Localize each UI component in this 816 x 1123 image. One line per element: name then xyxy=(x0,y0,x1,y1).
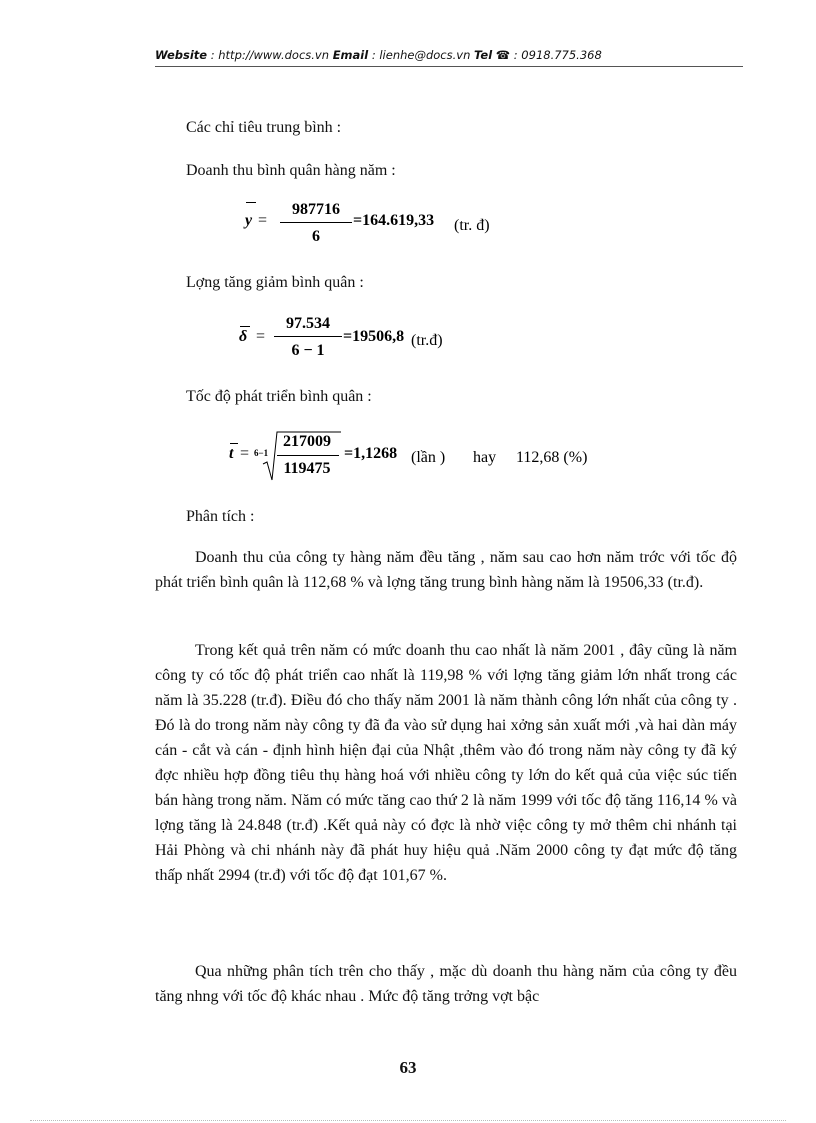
formula-denominator: 6 xyxy=(312,228,320,245)
formula-denominator: 119475 xyxy=(283,460,331,477)
formula-result: =164.619,33 xyxy=(353,212,435,229)
equals-sign: = xyxy=(258,212,268,229)
mean-bar xyxy=(246,202,256,203)
delta-average-label: Lợng tăng giảm bình quân : xyxy=(186,274,364,291)
page-number: 63 xyxy=(399,1058,417,1077)
email-value: : lienhe@docs.vn xyxy=(368,48,475,62)
paragraph-2: Trong kết quả trên năm có mức doanh thu cao nhất là năm 2001 , đây cũng là năm công ty có tốc độ phát triển cao nhất là 119,98 % với lợng tăng giảm lớn nhất trong các năm là 35.228 (tr.đ). Điều đó cho thấy năm 2001 là năm thành công lớn nhất của công ty . Đó là do trong năm này công ty đã đa vào sử dụng hai xởng sản xuất mới ,và hai dàn máy cán - cắt và cán - định hình hiện đại của Nhật ,thêm vào đó trong năm này công ty đã ký đợc nhiều hợp đồng tiêu thụ hàng hoá với nhiều công ty lớn do kết quả của việc súc tiến bán hàng trong năm. Năm có mức tăng cao thứ 2 là năm 1999 với tốc độ tăng 116,14 % và lợng tăng là 24.848 (tr.đ) .Kết quả này có đợc là nhờ việc công ty mở thêm chi nhánh tại Hải Phòng và chi nhánh này đã phát huy hiệu quả .Năm 2000 công ty đạt mức độ tăng thấp nhất 2994 (tr.đ) với tốc độ đạt 101,67 %. xyxy=(155,642,737,884)
formula-unit: (tr. đ) xyxy=(454,217,490,234)
header-divider xyxy=(155,66,743,67)
tel-label: Tel xyxy=(474,48,493,62)
email-label: Email xyxy=(332,48,369,62)
paragraph-3: Qua những phân tích trên cho thấy , mặc dù doanh thu hàng năm của công ty đều tăng nhng với tốc độ khác nhau . Mức độ tăng trởng vợt bậc xyxy=(155,963,737,1005)
revenue-average-label: Doanh thu bình quân hàng năm : xyxy=(186,162,396,179)
formula-unit: (lần ) xyxy=(411,449,446,466)
formula-result: =1,1268 xyxy=(344,445,398,462)
formula-alt-word: hay xyxy=(473,449,497,466)
fraction-bar xyxy=(280,222,352,223)
formula-numerator: 97.534 xyxy=(286,315,330,332)
website-value: : http://www.docs.vn xyxy=(207,48,333,62)
page-header xyxy=(155,48,740,62)
analysis-heading: Phân tích : xyxy=(186,508,255,525)
mean-bar xyxy=(240,326,250,327)
formula-numerator: 987716 xyxy=(292,201,340,218)
mean-bar xyxy=(230,443,238,444)
website-label: Website xyxy=(155,48,208,62)
formula-symbol: t xyxy=(229,445,234,462)
equals-sign: = xyxy=(240,445,250,462)
root-index: 6−1 xyxy=(254,448,269,458)
growth-average-formula xyxy=(229,428,629,484)
paragraph-1: Doanh thu của công ty hàng năm đều tăng , năm sau cao hơn năm trớc với tốc độ phát triển bình quân là 112,68 % và lợng tăng trung bình hàng năm là 19506,33 (tr.đ). xyxy=(155,549,737,591)
formula-unit: (tr.đ) xyxy=(411,332,443,349)
formula-numerator: 217009 xyxy=(283,433,331,450)
revenue-average-formula xyxy=(244,198,524,250)
tel-value: ☎ : 0918.775.368 xyxy=(492,48,602,62)
formula-denominator: 6 − 1 xyxy=(291,342,325,359)
delta-average-formula xyxy=(238,312,498,364)
averages-heading: Các chỉ tiêu trung bình : xyxy=(186,119,342,136)
formula-symbol: y xyxy=(245,212,253,229)
formula-symbol: δ xyxy=(239,328,248,345)
formula-alt-value: 112,68 (%) xyxy=(516,449,588,466)
growth-average-label: Tốc độ phát triển bình quân : xyxy=(186,388,372,405)
equals-sign: = xyxy=(256,328,266,345)
bottom-divider xyxy=(30,1120,786,1121)
fraction-bar xyxy=(274,336,342,337)
fraction-bar xyxy=(277,455,339,456)
formula-result: =19506,8 xyxy=(343,328,405,345)
